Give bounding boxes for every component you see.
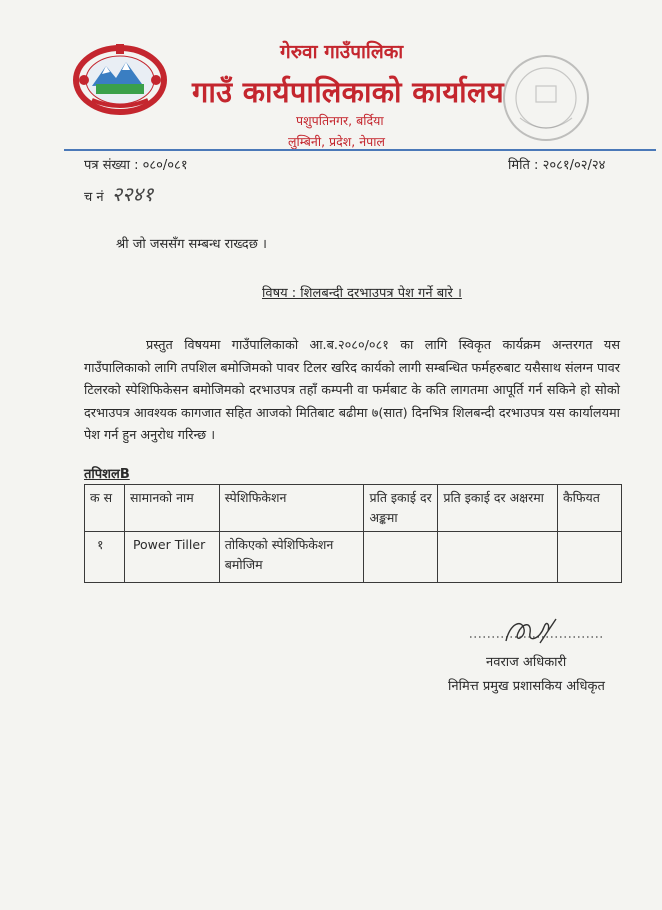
office-seal-stamp (500, 52, 592, 144)
cell-remarks (558, 532, 622, 583)
letter-number: पत्र संख्या : ०८०/०८१ (84, 158, 188, 173)
subject-line: विषय : शिलबन्दी दरभाउपत्र पेश गर्ने बारे । (262, 286, 462, 301)
dispatch-label: च नं (84, 190, 104, 205)
header-item-name: सामानको नाम (124, 485, 219, 532)
header-serial: क स (85, 485, 125, 532)
cell-item-name: Power Tiller (124, 532, 219, 583)
table-row (85, 532, 622, 583)
office-name: गाउँ कार्यपालिकाको कार्यालय (192, 75, 505, 109)
cell-serial: १ (85, 532, 125, 583)
table-header-row (85, 485, 622, 532)
header-unit-rate-words: प्रति इकाई दर अक्षरमा (438, 485, 558, 532)
items-table (84, 484, 622, 583)
handwritten-signature (500, 615, 560, 649)
signer-title: निमित्त प्रमुख प्रशासकिय अधिकृत (448, 679, 605, 694)
header-unit-rate-figures: प्रति इकाई दर अङ्कमा (364, 485, 438, 532)
signer-name: नवराज अधिकारी (486, 655, 567, 670)
cell-unit-rate-words (438, 532, 558, 583)
addressee: श्री जो जससँग सम्बन्ध राख्दछ । (116, 237, 267, 252)
cell-unit-rate-figures (364, 532, 438, 583)
nepal-emblem-logo (72, 40, 168, 116)
municipality-name: गेरुवा गाउँपालिका (280, 41, 404, 63)
dispatch-handwritten-number: २२४१ (111, 182, 154, 206)
body-paragraph (84, 335, 620, 448)
letter-date: मिति : २०८१/०२/२४ (508, 158, 606, 173)
body-text: प्रस्तुत विषयमा गाउँपालिकाको आ.ब.२०८०/०८१ का लागि स्विकृत कार्यक्रम अन्तरगत यस गाउँपालिकाको लागि तपशिल बमोजिमको पावर टिलर खरिद कार्यको लागी सम्बन्धित फर्महरुबाट यसैसाथ संलग्न पावर टिलरको स्पेशिफिकेसन बमोजिमको दरभाउपत्र तहाँ कम्पनी वा फर्मबाट के कति लागतमा आपूर्ति गर्न सकिने हो सोको दरभाउपत्र आवश्यक कागजात सहित आजको मितिबाट बढीमा ७(सात) दिनभित्र शिलबन्दी दरभाउपत्र यस कार्यालयमा पेश गर्न हुन अनुरोध गरिन्छ । (84, 338, 620, 443)
header-specification: स्पेशिफिकेशन (219, 485, 364, 532)
header-divider (64, 149, 656, 151)
table-title: तपिशलB (84, 467, 130, 482)
dispatch-number (84, 180, 153, 207)
cell-specification: तोकिएको स्पेशिफिकेशन बमोजिम (219, 532, 364, 583)
office-province: लुम्बिनी, प्रदेश, नेपाल (288, 134, 385, 149)
office-address: पशुपतिनगर, बर्दिया (296, 113, 384, 128)
header-remarks: कैफियत (558, 485, 622, 532)
